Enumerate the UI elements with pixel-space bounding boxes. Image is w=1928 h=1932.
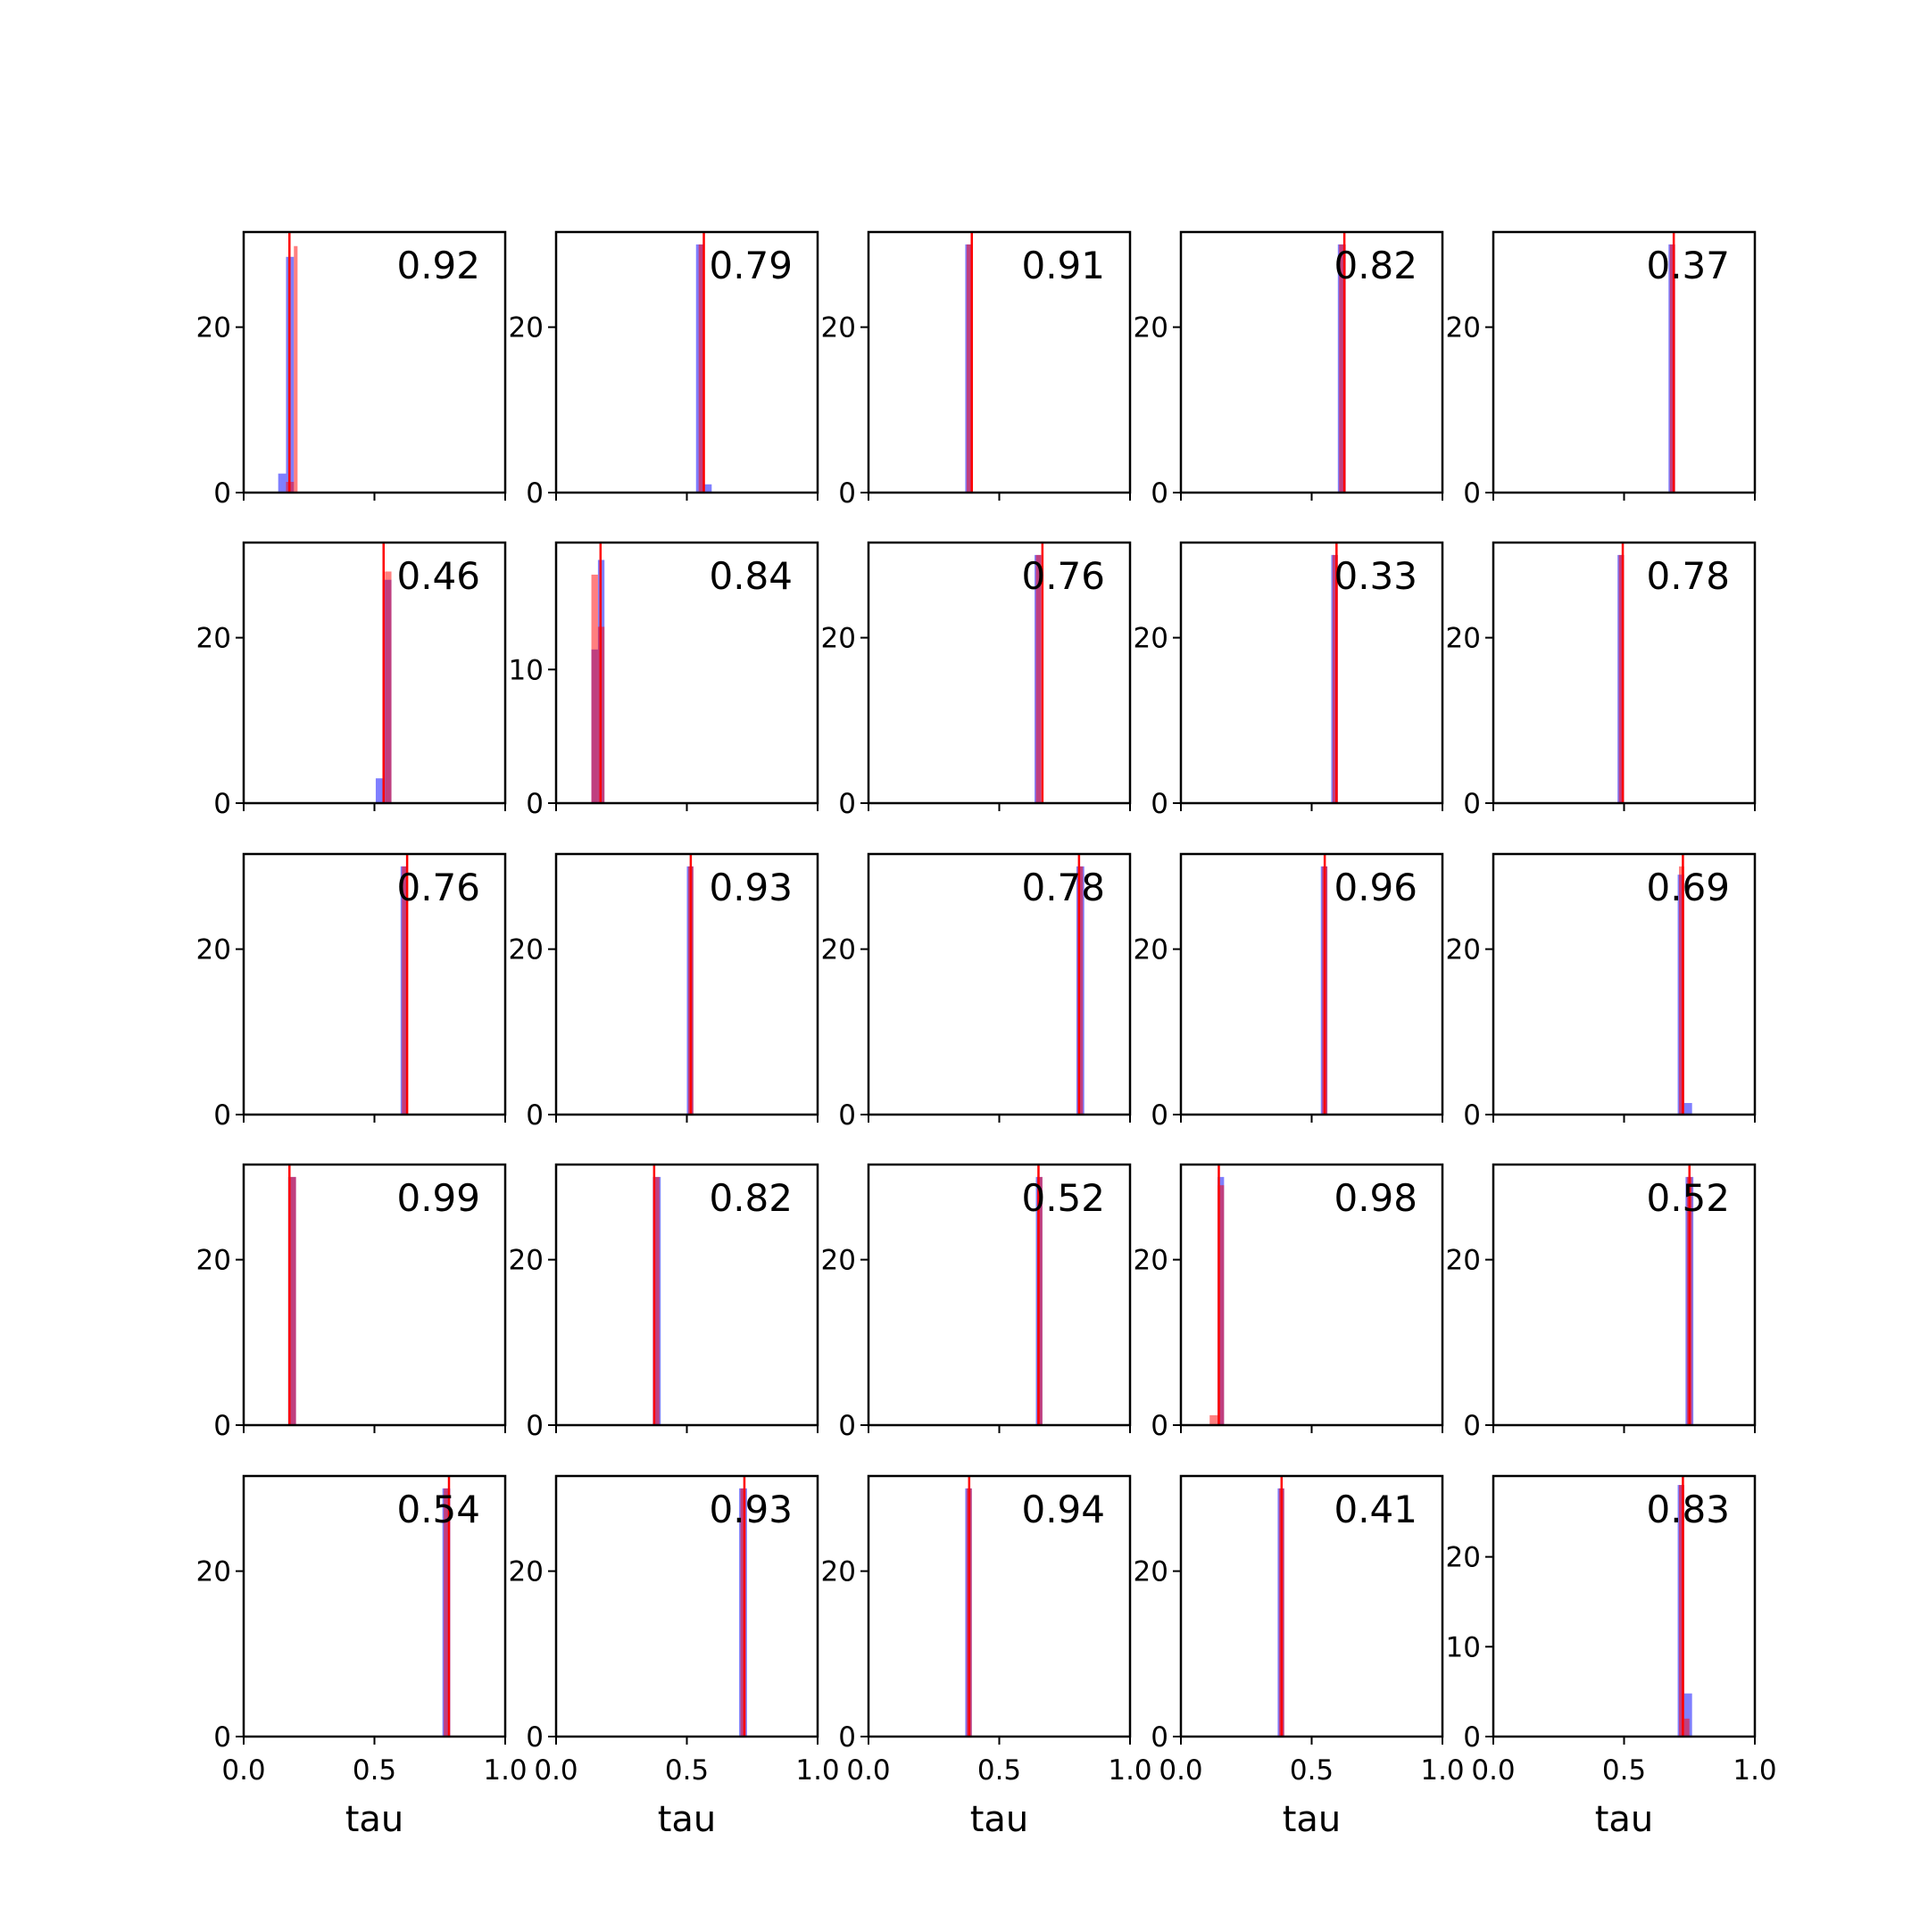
annotation-value: 0.98 bbox=[1334, 1176, 1417, 1220]
subplot-5-2 bbox=[509, 1476, 840, 1840]
blue-bar-2 bbox=[704, 485, 712, 493]
y-tick-label: 20 bbox=[820, 311, 856, 344]
y-tick-label: 0 bbox=[526, 1721, 544, 1754]
y-tick-label: 20 bbox=[820, 933, 856, 966]
x-tick-label: 0.0 bbox=[534, 1754, 578, 1787]
subplot-4-3 bbox=[821, 1165, 1130, 1442]
subplot-1-4 bbox=[1134, 232, 1442, 510]
subplot-1-2 bbox=[509, 232, 818, 510]
x-axis-label: tau bbox=[1594, 1799, 1654, 1840]
x-tick-label: 0.5 bbox=[1289, 1754, 1334, 1787]
annotation-value: 0.54 bbox=[396, 1488, 480, 1531]
x-tick-label: 0.5 bbox=[664, 1754, 710, 1787]
y-tick-label: 0 bbox=[526, 1099, 544, 1132]
subplot-3-3 bbox=[821, 854, 1130, 1132]
annotation-value: 0.92 bbox=[396, 244, 480, 287]
annotation-value: 0.83 bbox=[1646, 1488, 1730, 1531]
annotation-value: 0.76 bbox=[1021, 554, 1105, 598]
y-tick-label: 0 bbox=[526, 477, 544, 510]
y-tick-label: 20 bbox=[1133, 622, 1168, 655]
subplot-3-4 bbox=[1134, 854, 1442, 1132]
annotation-value: 0.79 bbox=[709, 244, 793, 287]
x-axis-label: tau bbox=[345, 1799, 404, 1840]
subplot-5-5 bbox=[1446, 1476, 1777, 1840]
annotation-value: 0.52 bbox=[1646, 1176, 1730, 1220]
subplot-4-5 bbox=[1446, 1165, 1755, 1442]
y-tick-label: 20 bbox=[1445, 933, 1481, 966]
y-tick-label: 0 bbox=[1151, 1410, 1168, 1442]
y-tick-label: 0 bbox=[1463, 1721, 1481, 1754]
subplot-1-1 bbox=[196, 232, 505, 510]
annotation-value: 0.41 bbox=[1334, 1488, 1417, 1531]
annotation-value: 0.84 bbox=[709, 554, 793, 598]
blue-bar-1 bbox=[278, 474, 287, 493]
annotation-value: 0.76 bbox=[396, 866, 480, 909]
subplot-3-5 bbox=[1446, 854, 1755, 1132]
y-tick-label: 0 bbox=[213, 788, 231, 820]
annotation-value: 0.33 bbox=[1334, 554, 1417, 598]
subplot-1-3 bbox=[821, 232, 1130, 510]
subplot-4-2 bbox=[509, 1165, 818, 1442]
red-bar-1 bbox=[1209, 1415, 1217, 1425]
annotation-value: 0.46 bbox=[396, 554, 480, 598]
annotation-value: 0.37 bbox=[1646, 244, 1730, 287]
blue-bar-2 bbox=[1684, 1103, 1692, 1115]
annotation-value: 0.96 bbox=[1334, 866, 1417, 909]
annotation-value: 0.78 bbox=[1646, 554, 1730, 598]
y-tick-label: 0 bbox=[838, 1410, 856, 1442]
annotation-value: 0.69 bbox=[1646, 866, 1730, 909]
x-tick-label: 0.5 bbox=[1601, 1754, 1647, 1787]
y-tick-label: 10 bbox=[508, 654, 544, 687]
y-tick-label: 20 bbox=[195, 622, 231, 655]
y-tick-label: 20 bbox=[1445, 1541, 1481, 1574]
annotation-value: 0.52 bbox=[1021, 1176, 1105, 1220]
y-tick-label: 20 bbox=[1445, 1244, 1481, 1277]
y-tick-label: 0 bbox=[838, 1099, 856, 1132]
annotation-value: 0.99 bbox=[396, 1176, 480, 1220]
subplot-5-3 bbox=[821, 1476, 1152, 1840]
x-axis-label: tau bbox=[1282, 1799, 1342, 1840]
annotation-value: 0.93 bbox=[709, 1488, 793, 1531]
y-tick-label: 0 bbox=[838, 1721, 856, 1754]
y-tick-label: 20 bbox=[508, 933, 544, 966]
annotation-value: 0.82 bbox=[1334, 244, 1417, 287]
y-tick-label: 0 bbox=[213, 1099, 231, 1132]
subplot-2-3 bbox=[821, 543, 1130, 820]
y-tick-label: 20 bbox=[195, 1555, 231, 1588]
subplot-5-1 bbox=[196, 1476, 528, 1840]
x-tick-label: 0.0 bbox=[1471, 1754, 1516, 1787]
blue-bar-1 bbox=[376, 778, 384, 803]
x-tick-label: 1.0 bbox=[1420, 1754, 1465, 1787]
subplot-2-5 bbox=[1446, 543, 1755, 820]
y-tick-label: 0 bbox=[1463, 788, 1481, 820]
x-tick-label: 1.0 bbox=[1733, 1754, 1777, 1787]
red-bar-1 bbox=[592, 575, 598, 803]
subplot-3-1 bbox=[196, 854, 505, 1132]
x-tick-label: 1.0 bbox=[483, 1754, 528, 1787]
x-axis-label: tau bbox=[969, 1799, 1029, 1840]
y-tick-label: 20 bbox=[820, 1555, 856, 1588]
subplot-2-2 bbox=[509, 543, 818, 820]
y-tick-label: 20 bbox=[1133, 1555, 1168, 1588]
y-tick-label: 0 bbox=[213, 477, 231, 510]
y-tick-label: 20 bbox=[1445, 622, 1481, 655]
x-tick-label: 1.0 bbox=[1108, 1754, 1152, 1787]
annotation-value: 0.91 bbox=[1021, 244, 1105, 287]
red-bar-2 bbox=[1684, 1719, 1690, 1737]
y-tick-label: 0 bbox=[838, 788, 856, 820]
y-tick-label: 20 bbox=[508, 1555, 544, 1588]
y-tick-label: 0 bbox=[838, 477, 856, 510]
subplot-1-5 bbox=[1446, 232, 1755, 510]
subplot-4-1 bbox=[196, 1165, 505, 1442]
red-bar-1 bbox=[385, 571, 391, 803]
y-tick-label: 0 bbox=[1151, 1721, 1168, 1754]
red-bar-2 bbox=[294, 246, 297, 493]
subplot-2-1 bbox=[196, 543, 505, 820]
y-tick-label: 20 bbox=[1133, 311, 1168, 344]
x-axis-label: tau bbox=[657, 1799, 717, 1840]
y-tick-label: 20 bbox=[820, 1244, 856, 1277]
y-tick-label: 0 bbox=[526, 1410, 544, 1442]
y-tick-label: 0 bbox=[1151, 477, 1168, 510]
subplot-3-2 bbox=[509, 854, 818, 1132]
x-tick-label: 0.5 bbox=[976, 1754, 1022, 1787]
y-tick-label: 20 bbox=[195, 933, 231, 966]
subplot-2-4 bbox=[1134, 543, 1442, 820]
y-tick-label: 20 bbox=[820, 622, 856, 655]
y-tick-label: 10 bbox=[1445, 1631, 1481, 1664]
annotation-value: 0.94 bbox=[1021, 1488, 1105, 1531]
y-tick-label: 0 bbox=[1151, 1099, 1168, 1132]
y-tick-label: 20 bbox=[1133, 1244, 1168, 1277]
subplot-5-4 bbox=[1134, 1476, 1465, 1840]
x-tick-label: 1.0 bbox=[795, 1754, 840, 1787]
annotation-value: 0.82 bbox=[709, 1176, 793, 1220]
y-tick-label: 0 bbox=[526, 788, 544, 820]
y-tick-label: 0 bbox=[213, 1721, 231, 1754]
y-tick-label: 0 bbox=[1463, 1099, 1481, 1132]
x-tick-label: 0.5 bbox=[352, 1754, 397, 1787]
y-tick-label: 0 bbox=[1463, 477, 1481, 510]
subplot-4-4 bbox=[1134, 1165, 1442, 1442]
y-tick-label: 20 bbox=[1133, 933, 1168, 966]
y-tick-label: 20 bbox=[508, 1244, 544, 1277]
y-tick-label: 20 bbox=[508, 311, 544, 344]
x-tick-label: 0.0 bbox=[1159, 1754, 1203, 1787]
annotation-value: 0.93 bbox=[709, 866, 793, 909]
y-tick-label: 20 bbox=[1445, 311, 1481, 344]
x-tick-label: 0.0 bbox=[221, 1754, 266, 1787]
y-tick-label: 20 bbox=[195, 1244, 231, 1277]
annotation-value: 0.78 bbox=[1021, 866, 1105, 909]
y-tick-label: 0 bbox=[1463, 1410, 1481, 1442]
y-tick-label: 0 bbox=[213, 1410, 231, 1442]
y-tick-label: 0 bbox=[1151, 788, 1168, 820]
y-tick-label: 20 bbox=[195, 311, 231, 344]
x-tick-label: 0.0 bbox=[846, 1754, 891, 1787]
